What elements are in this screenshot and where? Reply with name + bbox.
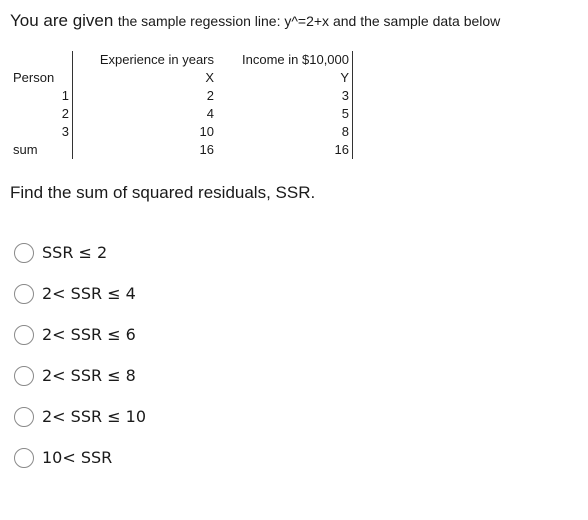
option-label[interactable]: SSR ≤ 2 (42, 243, 108, 262)
intro-text (10, 11, 500, 31)
row-x: 4 (73, 105, 218, 123)
question-text: Find the sum of squared residuals, SSR. (10, 183, 316, 202)
answer-option[interactable] (14, 437, 146, 478)
option-label[interactable]: 2< SSR ≤ 8 (42, 366, 136, 385)
radio-button[interactable] (14, 325, 34, 345)
row-person: 3 (61, 124, 69, 139)
option-label[interactable]: 2< SSR ≤ 10 (42, 407, 147, 426)
table-header-mid (10, 69, 353, 87)
table-row (10, 105, 353, 123)
answer-option[interactable] (14, 273, 146, 314)
table-row (10, 123, 353, 141)
header-cell (10, 51, 73, 69)
header-x: X (73, 69, 218, 87)
radio-button[interactable] (14, 243, 34, 263)
answer-option[interactable] (14, 232, 146, 273)
header-y: Y (217, 69, 353, 87)
radio-button[interactable] (14, 448, 34, 468)
row-person: 2 (61, 106, 69, 121)
answer-option[interactable] (14, 396, 146, 437)
option-label[interactable]: 2< SSR ≤ 4 (42, 284, 136, 303)
data-table (10, 51, 353, 159)
answer-options (14, 232, 146, 478)
sum-label: sum (13, 142, 38, 157)
option-label[interactable]: 10< SSR (42, 448, 113, 467)
answer-option[interactable] (14, 314, 146, 355)
header-income: Income in $10,000 (217, 51, 353, 69)
answer-option[interactable] (14, 355, 146, 396)
row-x: 2 (73, 87, 218, 105)
intro-lead: You are given (10, 11, 114, 30)
table-header-top (10, 51, 353, 69)
header-person: Person (13, 70, 55, 85)
radio-button[interactable] (14, 407, 34, 427)
table-sum-row (10, 141, 353, 159)
radio-button[interactable] (14, 284, 34, 304)
radio-button[interactable] (14, 366, 34, 386)
row-y: 8 (217, 123, 353, 141)
row-y: 5 (217, 105, 353, 123)
table-row (10, 87, 353, 105)
header-experience: Experience in years (73, 51, 218, 69)
row-x: 10 (73, 123, 218, 141)
row-y: 3 (217, 87, 353, 105)
sum-x: 16 (73, 141, 218, 159)
intro-rest: the sample regession line: y^=2+x and the sample data below (117, 13, 501, 29)
option-label[interactable]: 2< SSR ≤ 6 (42, 325, 136, 344)
row-person: 1 (61, 88, 69, 103)
sum-y: 16 (217, 141, 353, 159)
